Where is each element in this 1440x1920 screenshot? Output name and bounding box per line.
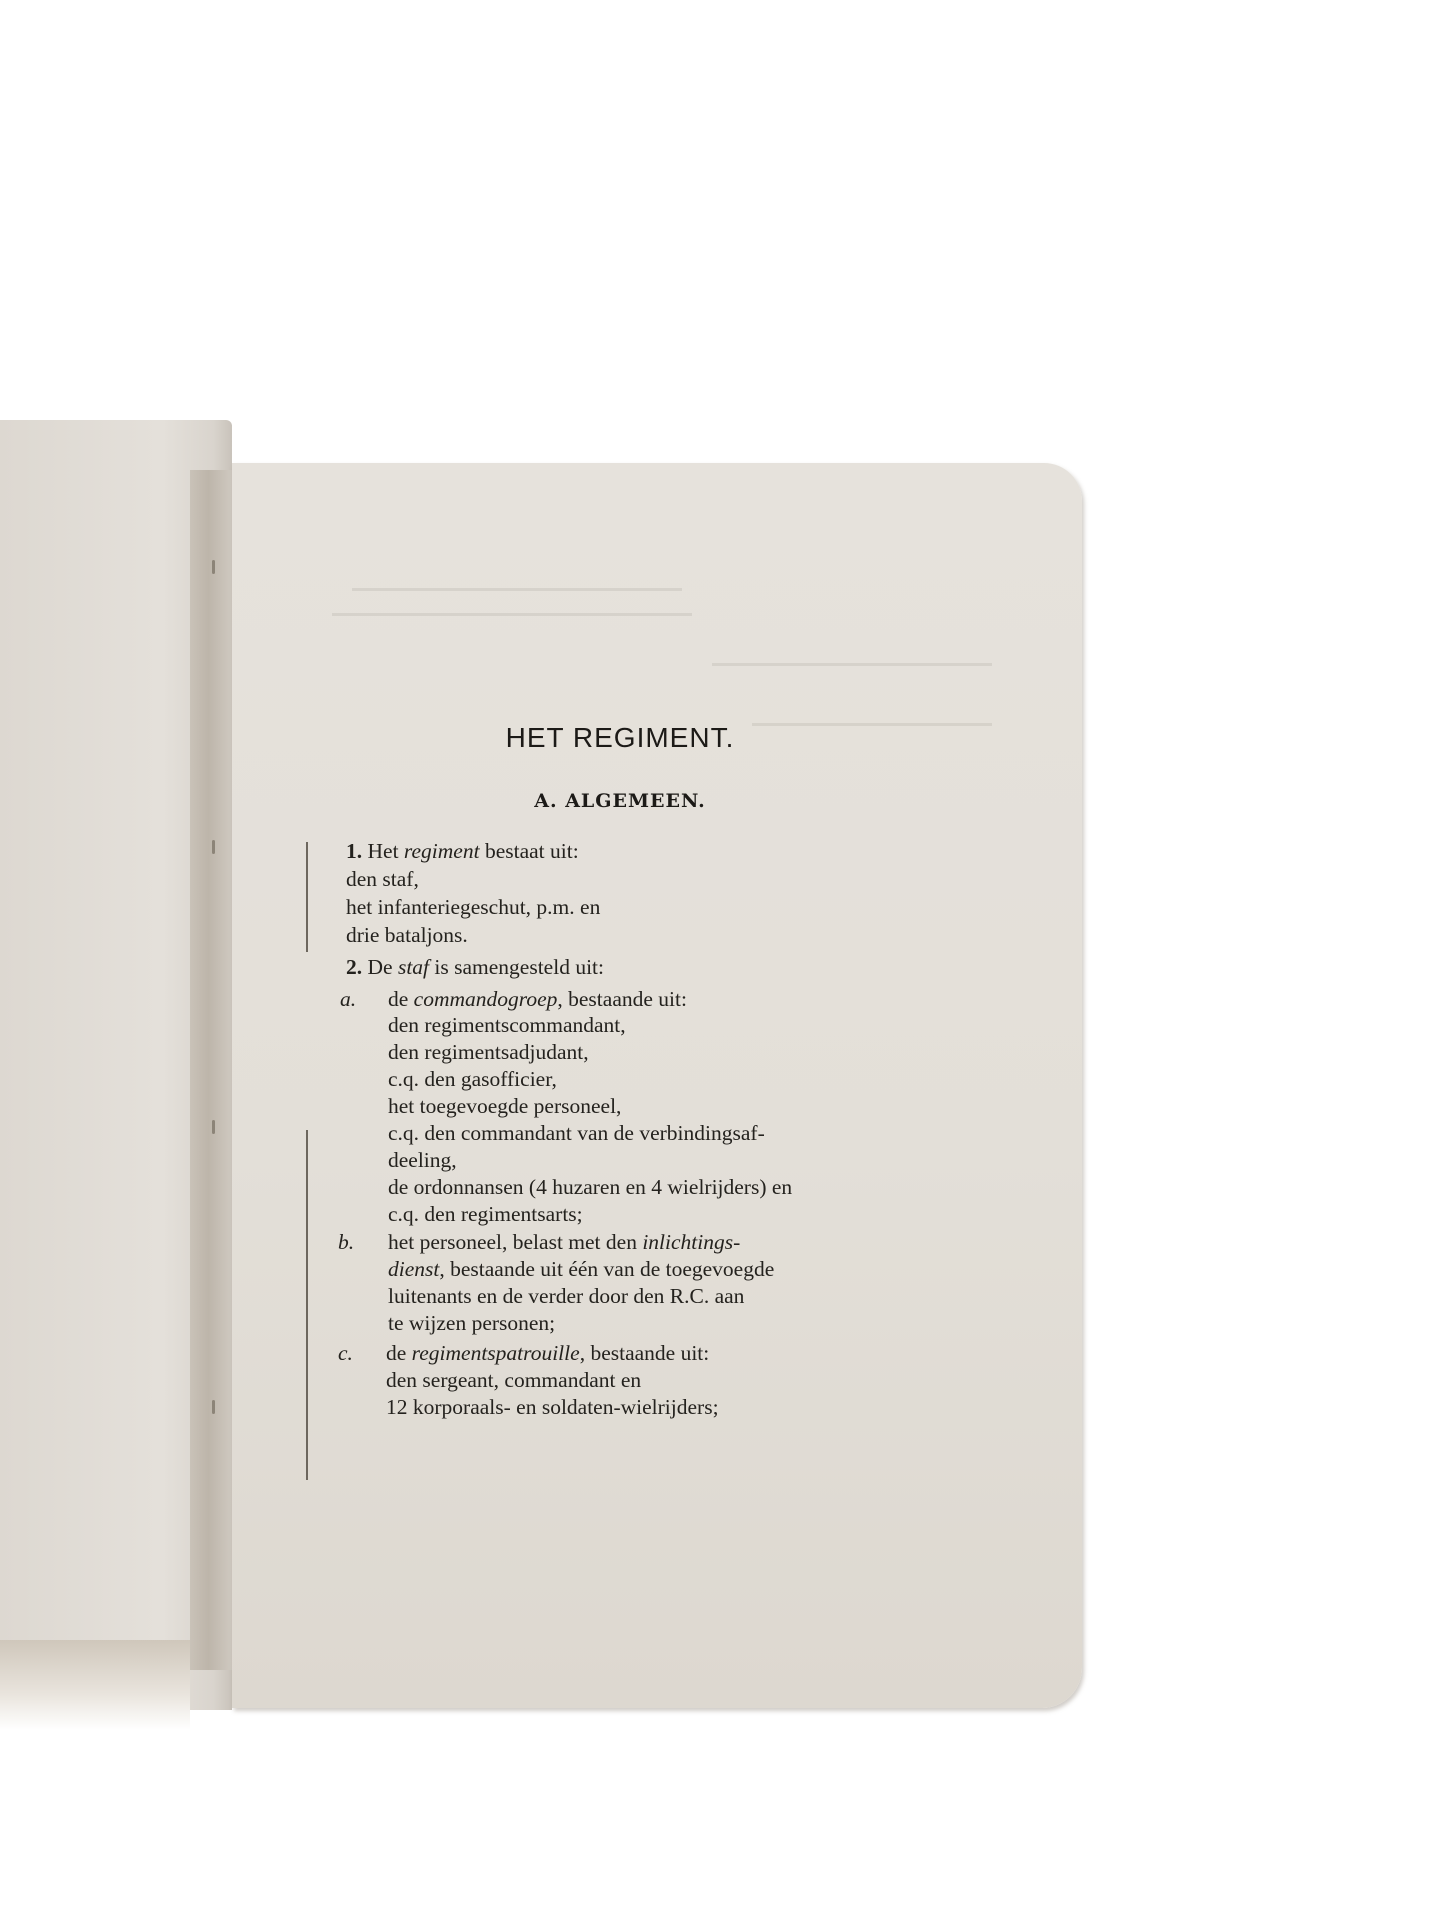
item-a-line: c.q. den gasofficier, xyxy=(388,1067,557,1091)
text: is samengesteld uit: xyxy=(429,955,604,979)
item-a-line: den regimentsadjudant, xyxy=(388,1040,589,1064)
emphasis: regimentspatrouille xyxy=(411,1341,580,1365)
bleed-through xyxy=(712,663,992,666)
item-a-first xyxy=(388,986,687,1013)
text: De xyxy=(367,955,398,979)
page-title: HET REGIMENT. xyxy=(505,722,735,753)
item-number: 2. xyxy=(346,955,363,979)
bleed-through xyxy=(332,613,692,616)
text: , bestaande uit één van de toegevoegde xyxy=(439,1257,775,1281)
page-edges xyxy=(0,1640,190,1730)
item-c-line: 12 korporaals- en soldaten-wielrijders; xyxy=(386,1395,719,1419)
margin-line xyxy=(306,1130,308,1480)
emphasis: commandogroep xyxy=(413,987,558,1011)
item-1-line: drie bataljons. xyxy=(346,923,468,947)
item-c-label: c. xyxy=(338,1341,353,1365)
item-b-second xyxy=(388,1256,774,1283)
text: de xyxy=(386,1341,412,1365)
text: Het xyxy=(367,839,404,863)
item-a-line: deeling, xyxy=(388,1148,457,1172)
binding-stitch xyxy=(212,560,215,574)
text: , bestaande uit: xyxy=(557,987,687,1011)
margin-line xyxy=(306,842,308,952)
emphasis: dienst xyxy=(388,1257,440,1281)
text: de xyxy=(388,987,414,1011)
emphasis: regiment xyxy=(403,839,480,863)
item-b-line: te wijzen personen; xyxy=(388,1311,556,1335)
item-b-line: luitenants en de verder door den R.C. aan xyxy=(388,1284,745,1308)
text: het personeel, belast met den xyxy=(388,1230,643,1254)
emphasis: staf xyxy=(397,955,430,979)
item-a-line: c.q. den regimentsarts; xyxy=(388,1202,583,1226)
item-2-intro xyxy=(346,954,604,981)
item-1-line: het infanteriegeschut, p.m. en xyxy=(346,895,601,919)
item-a-line: het toegevoegde personeel, xyxy=(388,1094,622,1118)
item-a-label: a. xyxy=(340,987,357,1011)
text: , bestaande uit: xyxy=(579,1341,710,1365)
item-1-line: den staf, xyxy=(346,867,419,891)
book-gutter xyxy=(190,470,236,1670)
item-a-line: c.q. den commandant van de verbindingsaf- xyxy=(388,1121,765,1145)
right-page xyxy=(232,463,1082,1708)
item-a-line: den regimentscommandant, xyxy=(388,1013,626,1037)
binding-stitch xyxy=(212,1120,215,1134)
item-c-line: den sergeant, commandant en xyxy=(386,1368,642,1392)
bleed-through xyxy=(352,588,682,591)
section-heading: A. ALGEMEEN. xyxy=(534,790,706,812)
emphasis: inlichtings- xyxy=(642,1230,741,1254)
item-b-label: b. xyxy=(338,1230,355,1254)
binding-stitch xyxy=(212,1400,215,1414)
item-number: 1. xyxy=(346,839,363,863)
item-a-line: de ordonnansen (4 huzaren en 4 wielrijders) en xyxy=(388,1175,793,1199)
item-1-intro xyxy=(346,838,579,865)
binding-stitch xyxy=(212,840,215,854)
text: bestaat uit: xyxy=(479,839,579,863)
item-b-first xyxy=(388,1229,740,1256)
item-c-first xyxy=(386,1340,709,1367)
